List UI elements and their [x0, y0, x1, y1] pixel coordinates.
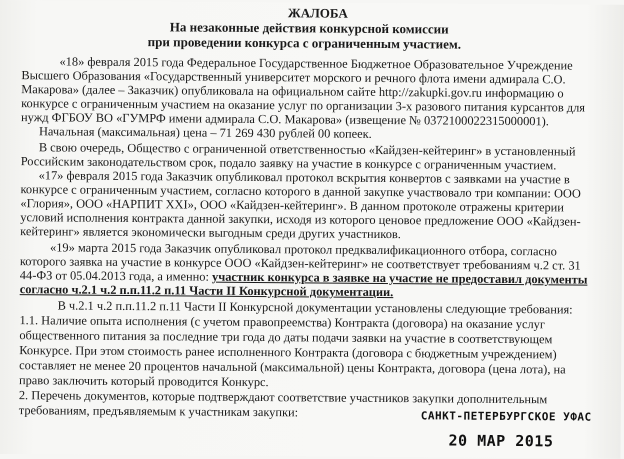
p3-line4: условий исполнения контракта данной закупки, исходя из которого ценовое предложение ООО «Кайдзен-: [20, 210, 581, 229]
p4-line3-start: 44-ФЗ от 05.04.2013 года, а именно:: [19, 268, 209, 284]
p3-line3: «Глория», ООО «НАРПИТ XXI», ООО «Кайдзен-кейтеринг». В данном протоколе отражены критерии: [20, 196, 565, 215]
p1-line5: нужд ФГБОУ ВО «ГУМРФ имени адмирала С.О. Макарова» (извещение № 0372100022315000001).: [21, 110, 549, 129]
p2-line1: В свою очередь, Общество с ограниченной ответственностью «Кайдзен-кейтеринг» в установленный: [38, 140, 576, 159]
p1-line3: Макарова» (далее – Заказчик) опубликовала на официальном сайте http://zakupki.gov.ru информацию о: [21, 82, 564, 101]
p5-line5: составляет не менее 20 процентов начальной (максимальной) цены Контракта, договора (цена лота), на: [19, 358, 566, 377]
p5-line2: 1.1. Наличие опыта исполнения (с учетом правопреемства) Контракта (договора) на оказание услуг: [19, 313, 545, 332]
doc-heading-line2: На незаконные действия конкурсной комиссии: [169, 19, 449, 37]
p4-line4: согласно ч.2.1 ч.2 п.п.11.2 п.11 Части II Конкурсной документации.: [19, 282, 394, 300]
p3-line2: конкурсе с ограниченным участием, согласно которого в данной закупке участвовало три компании: ООО: [20, 182, 581, 201]
p2-line2: Российским законодательством срок, подало заявку на участие в конкурсе с ограниченным участием.: [20, 154, 557, 173]
p1-line6: Начальная (максимальная) цена – 71 269 430 рублей 00 копеек.: [38, 124, 372, 141]
p3-line5: кейтеринг» является экономически выгодным среди других участников.: [20, 224, 401, 242]
p4-line3-emphasis: участник конкурса в заявке на участие не предоставил документы: [211, 269, 588, 287]
p3-line1: «17» февраля 2015 года Заказчик опубликовал протокол вскрытия конвертов с заявками на участие в: [38, 168, 570, 187]
p1-line1: «18» февраля 2015 года Федеральное Государственное Бюджетное Образовательное Учреждение: [59, 54, 573, 73]
doc-heading-line3: при проведении конкурса с ограниченным участием.: [147, 34, 462, 52]
registration-stamp-date: 20 МАР 2015: [448, 431, 554, 451]
p4-line1: «19» марта 2015 года Заказчик опубликовал протокол предквалификационного отбора, согласно: [50, 240, 557, 259]
p6-line1: 2. Перечень документов, которые подтверждают соответствие участников закупки дополнительным: [18, 388, 548, 407]
doc-heading: ЖАЛОБА: [287, 5, 348, 21]
registration-stamp-org: САНКТ-ПЕТЕРБУРГСКОЕ УФАС: [420, 409, 592, 424]
p1-line2: Высшего Образования «Государственный университет морского и речного флота имени адмирала С.О.: [21, 68, 566, 87]
p6-line2: требованиям, предъявляемым к участникам закупки:: [18, 403, 299, 420]
p4-line2: которого заявка на участие в конкурсе ООО «Кайдзен-кейтеринг» не соответствует требованиям ч.2 ст. 31: [19, 254, 581, 273]
p5-line3: общественного питания за последние три года до даты подачи заявки на участие в соответствующем: [19, 328, 553, 347]
p1-line4: конкурсе с ограниченным участием на оказание услуг по организации 3-х разового питания курсантов для: [21, 96, 586, 115]
p5-line1: В ч.2.1 ч.2 п.п.11.2 п.11 Части II Конкурсной документации установлены следующие требования:: [57, 298, 573, 317]
p5-line4: Конкурсе. При этом стоимость ранее исполненного Контракта (договора с бюджетным учреждением): [19, 343, 557, 362]
p5-line6: право заключить который проводится Конкурс.: [18, 373, 269, 390]
